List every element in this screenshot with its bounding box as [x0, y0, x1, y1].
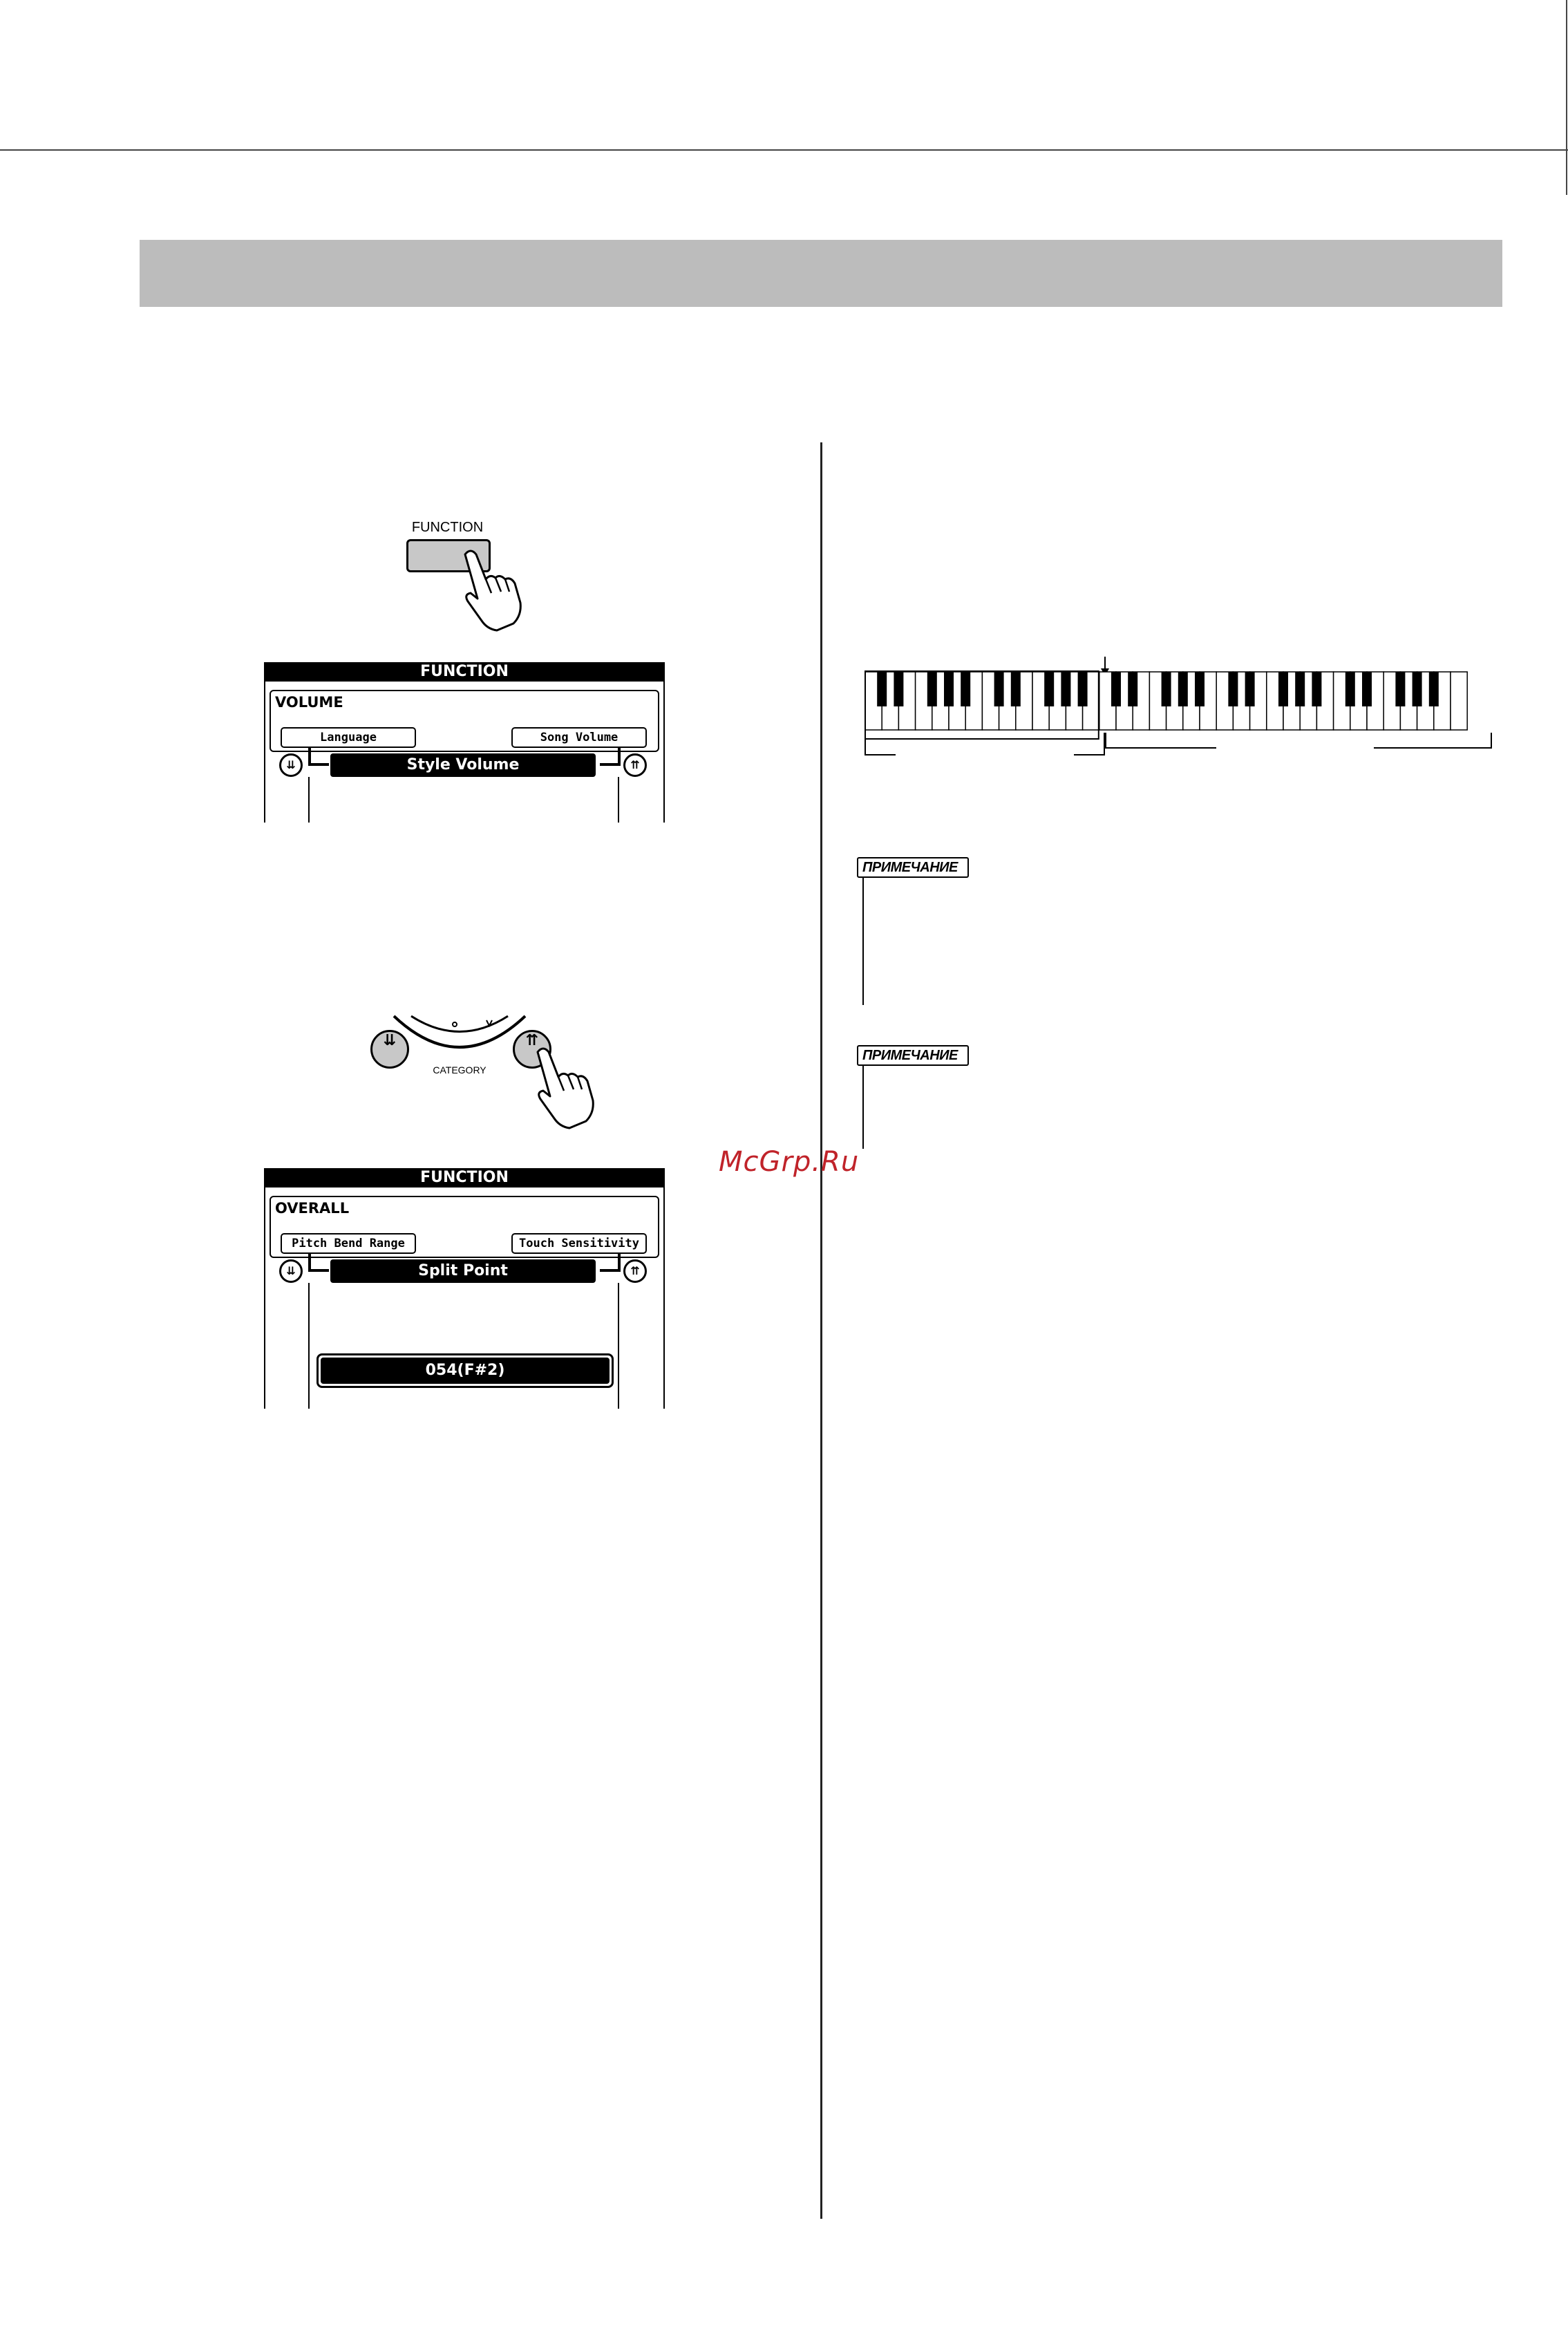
black-key — [1061, 672, 1070, 706]
black-key — [1111, 672, 1121, 706]
black-key — [1011, 672, 1021, 706]
black-key — [927, 672, 937, 706]
function-button-label: FUNCTION — [411, 520, 484, 535]
black-key — [1245, 672, 1255, 706]
lcd-left-item: Pitch Bend Range — [281, 1233, 416, 1254]
pointing-hand-icon — [453, 546, 525, 632]
double-chevron-down-icon: ⇊ — [279, 1259, 303, 1283]
lcd-screen-volume — [264, 662, 665, 823]
black-key — [1078, 672, 1088, 706]
black-key — [1312, 672, 1321, 706]
lcd-right-item: Touch Sensitivity — [511, 1233, 647, 1254]
black-key — [1044, 672, 1054, 706]
lcd-value: 054(F#2) — [321, 1358, 610, 1384]
black-key — [1278, 672, 1288, 706]
top-rule — [0, 149, 1568, 151]
keyboard-range-brackets — [862, 731, 1494, 759]
lcd-header: FUNCTION — [264, 1168, 665, 1188]
note-tag: ПРИМЕЧАНИЕ — [857, 1045, 969, 1066]
section-header-bar — [140, 240, 1502, 307]
black-key — [994, 672, 1004, 706]
lcd-right-edge — [663, 1188, 665, 1409]
black-key — [1128, 672, 1137, 706]
lcd-current-item: Split Point — [330, 1259, 596, 1283]
white-key — [1451, 672, 1467, 730]
black-key — [1345, 672, 1355, 706]
lcd-left-item: Language — [281, 727, 416, 748]
black-key — [1413, 672, 1422, 706]
black-key — [1162, 672, 1171, 706]
black-key — [944, 672, 954, 706]
lcd-left-edge — [264, 682, 265, 823]
double-chevron-down-icon: ⇊ — [279, 753, 303, 777]
watermark: McGrp.Ru — [719, 1146, 860, 1178]
black-key — [1362, 672, 1372, 706]
black-key — [1195, 672, 1205, 706]
category-down-button[interactable]: ⇊ — [370, 1030, 409, 1069]
double-chevron-up-icon: ⇈ — [623, 1259, 647, 1283]
black-key — [1395, 672, 1405, 706]
note-rule — [862, 1066, 864, 1149]
black-key — [1295, 672, 1305, 706]
lcd-left-edge — [264, 1188, 265, 1409]
lcd-current-item: Style Volume — [330, 753, 596, 777]
pointing-hand-icon — [525, 1044, 598, 1130]
lcd-category: VOLUME — [275, 694, 343, 711]
black-key — [1178, 672, 1188, 706]
bracket-left — [308, 1252, 329, 1272]
black-key — [877, 672, 887, 706]
lcd-screen-overall — [264, 1168, 665, 1409]
lcd-right-edge — [663, 682, 665, 823]
bracket-right — [600, 1252, 621, 1272]
black-key — [1429, 672, 1439, 706]
bracket-right — [600, 747, 621, 766]
category-up-button[interactable]: ⇈ — [513, 1030, 551, 1069]
note-tag: ПРИМЕЧАНИЕ — [857, 857, 969, 878]
lcd-lower-right — [618, 777, 619, 823]
lcd-lower-left — [308, 1283, 310, 1409]
lcd-lower-right — [618, 1283, 619, 1409]
black-key — [894, 672, 903, 706]
black-key — [961, 672, 970, 706]
right-edge-line — [1566, 0, 1567, 195]
lcd-category: OVERALL — [275, 1200, 350, 1217]
lcd-lower-left — [308, 777, 310, 823]
note-rule — [862, 878, 864, 1005]
black-key — [1228, 672, 1238, 706]
category-label: CATEGORY — [433, 1064, 487, 1076]
column-divider — [820, 442, 822, 2219]
double-chevron-up-icon: ⇈ — [623, 753, 647, 777]
lcd-right-item: Song Volume — [511, 727, 647, 748]
bracket-left — [308, 747, 329, 766]
lcd-header: FUNCTION — [264, 662, 665, 682]
